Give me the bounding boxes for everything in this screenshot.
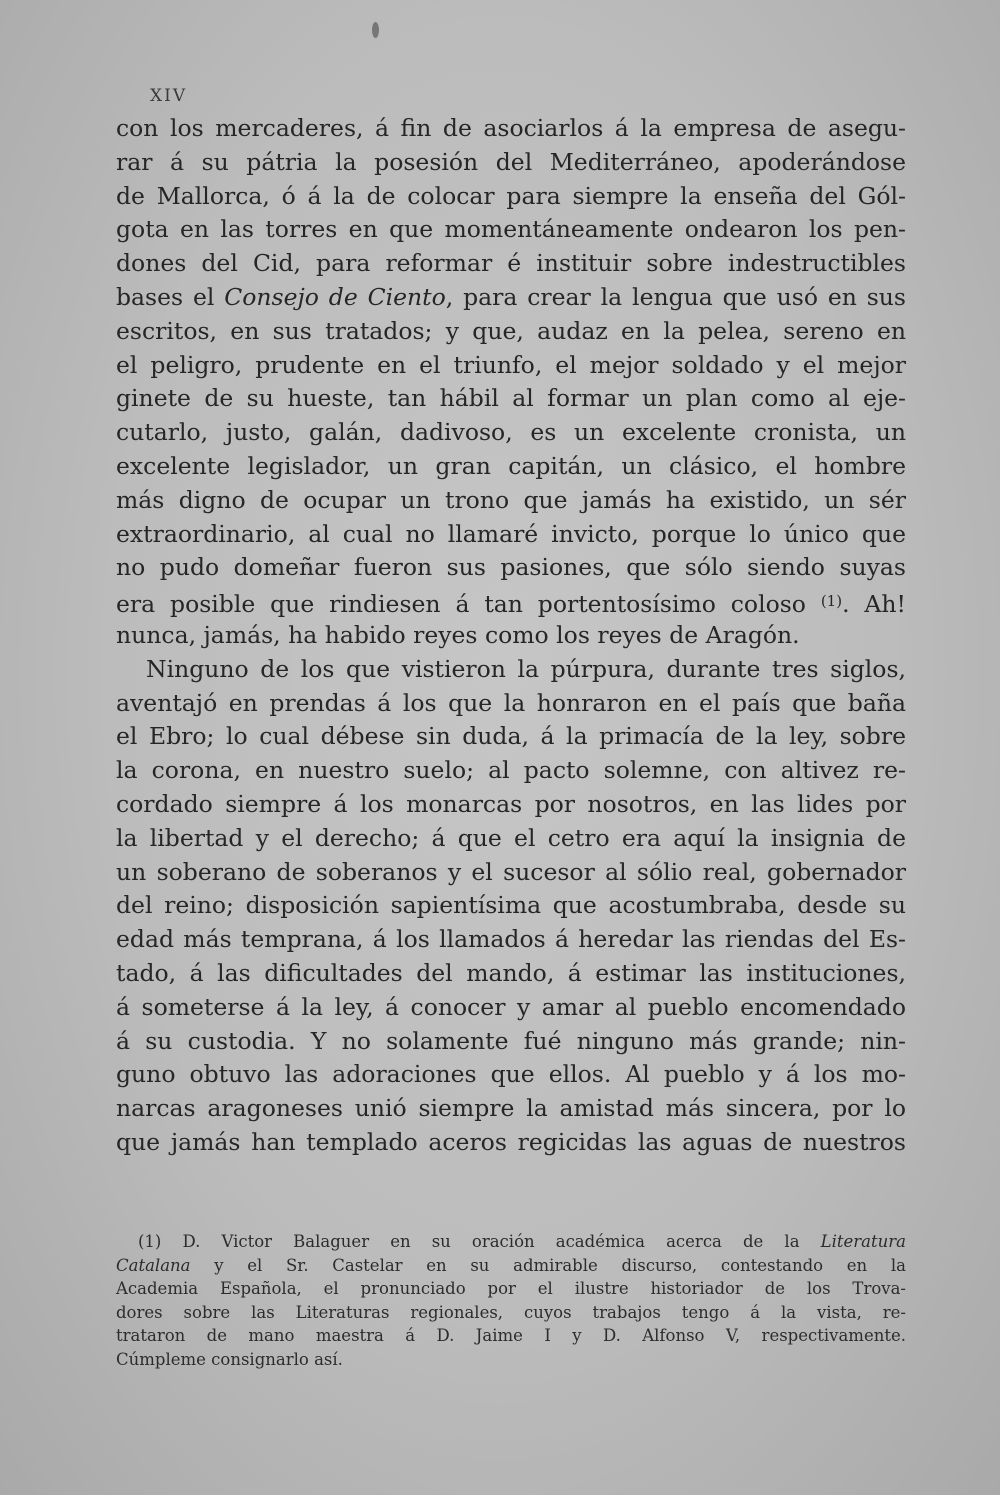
text-line: no pudo domeñar fueron sus pasiones, que sólo siendo suyas: [116, 553, 906, 582]
text-line: ginete de su hueste, tan hábil al formar un plan como al eje-: [116, 384, 906, 413]
italic-title: Consejo de Ciento: [224, 282, 446, 311]
footnote-line: [116, 1254, 906, 1278]
text-line: el Ebro; lo cual débese sin duda, á la primacía de la ley, sobre: [116, 722, 906, 751]
footnote-line: trataron de mano maestra á D. Jaime I y D. Alfonso V, respectivamente.: [116, 1326, 906, 1346]
text-segment: (1) D. Victor Balaguer en su oración académica acerca de la: [138, 1232, 821, 1251]
text-segment: bases el: [116, 282, 225, 311]
text-line: más digno de ocupar un trono que jamás ha existido, un sér: [116, 485, 906, 514]
text-line: extraordinario, al cual no llamaré invicto, porque lo único que: [116, 519, 906, 548]
footnote-line: Cúmpleme consignarlo así.: [116, 1349, 343, 1369]
text-line: con los mercaderes, á fin de asociarlos á la empresa de asegu-: [116, 114, 906, 142]
footnote-line: Academia Española, el pronunciado por el ilustre historiador de los Trova-: [116, 1279, 906, 1299]
body-text: [116, 112, 906, 1160]
text-line: narcas aragoneses unió siempre la amistad más sincera, por lo: [116, 1094, 906, 1123]
text-segment: y el Sr. Castelar en su admirable discurso, contestando en la: [190, 1255, 906, 1275]
text-line: un soberano de soberanos y el sucesor al sólio real, gobernador: [116, 857, 906, 886]
text-line: excelente legislador, un gran capitán, un clásico, el hombre: [116, 451, 906, 480]
text-line: el peligro, prudente en el triunfo, el mejor soldado y el mejor: [116, 350, 906, 379]
text-line: dones del Cid, para reformar é instituir sobre indestructibles: [116, 249, 906, 278]
text-segment: era posible que rindiesen á tan portentosísimo coloso: [116, 590, 821, 619]
text-segment: . Ah!: [842, 590, 906, 619]
text-line: que jamás han templado aceros regicidas las aguas de nuestros: [116, 1127, 906, 1156]
text-line: nunca, jamás, ha habido reyes como los reyes de Aragón.: [116, 620, 800, 649]
footnote-line: dores sobre las Literaturas regionales, cuyos trabajos tengo á la vista, re-: [116, 1302, 906, 1322]
text-line: escritos, en sus tratados; y que, audaz en la pelea, sereno en: [116, 316, 906, 345]
footnote-line: [116, 1230, 906, 1254]
page-number: XIV: [150, 86, 188, 106]
text-line: edad más temprana, á los llamados á heredar las riendas del Es-: [116, 925, 906, 954]
text-line: aventajó en prendas á los que la honraron en el país que baña: [116, 688, 906, 717]
italic-title: Catalana: [116, 1255, 191, 1275]
text-line: [116, 585, 906, 619]
text-line: [116, 281, 906, 315]
footnotes: [116, 1230, 906, 1372]
ink-spot-mark: [372, 22, 379, 38]
footnote-reference: (1): [820, 592, 843, 611]
text-line: la corona, en nuestro suelo; al pacto solemne, con altivez re-: [116, 756, 906, 785]
text-line: Ninguno de los que vistieron la púrpura, durante tres siglos,: [146, 654, 906, 683]
text-line: guno obtuvo las adoraciones que ellos. Al pueblo y á los mo-: [116, 1060, 906, 1089]
text-line: á su custodia. Y no solamente fué ninguno más grande; nin-: [116, 1026, 906, 1055]
text-line: la libertad y el derecho; á que el cetro era aquí la insignia de: [116, 823, 906, 852]
text-line: rar á su pátria la posesión del Mediterráneo, apoderándose: [116, 147, 906, 176]
text-line: tado, á las dificultades del mando, á estimar las instituciones,: [116, 958, 906, 987]
text-segment: , para crear la lengua que usó en sus: [445, 282, 906, 311]
text-line: de Mallorca, ó á la de colocar para siempre la enseña del Gól-: [116, 181, 906, 210]
text-line: gota en las torres en que momentáneamente ondearon los pen-: [116, 215, 906, 244]
text-line: á someterse á la ley, á conocer y amar al pueblo encomendado: [116, 992, 906, 1021]
text-line: del reino; disposición sapientísima que acostumbraba, desde su: [116, 891, 906, 920]
italic-title: Literatura: [820, 1232, 906, 1251]
text-line: cutarlo, justo, galán, dadivoso, es un excelente cronista, un: [116, 418, 906, 447]
text-line: cordado siempre á los monarcas por nosotros, en las lides por: [116, 789, 906, 818]
